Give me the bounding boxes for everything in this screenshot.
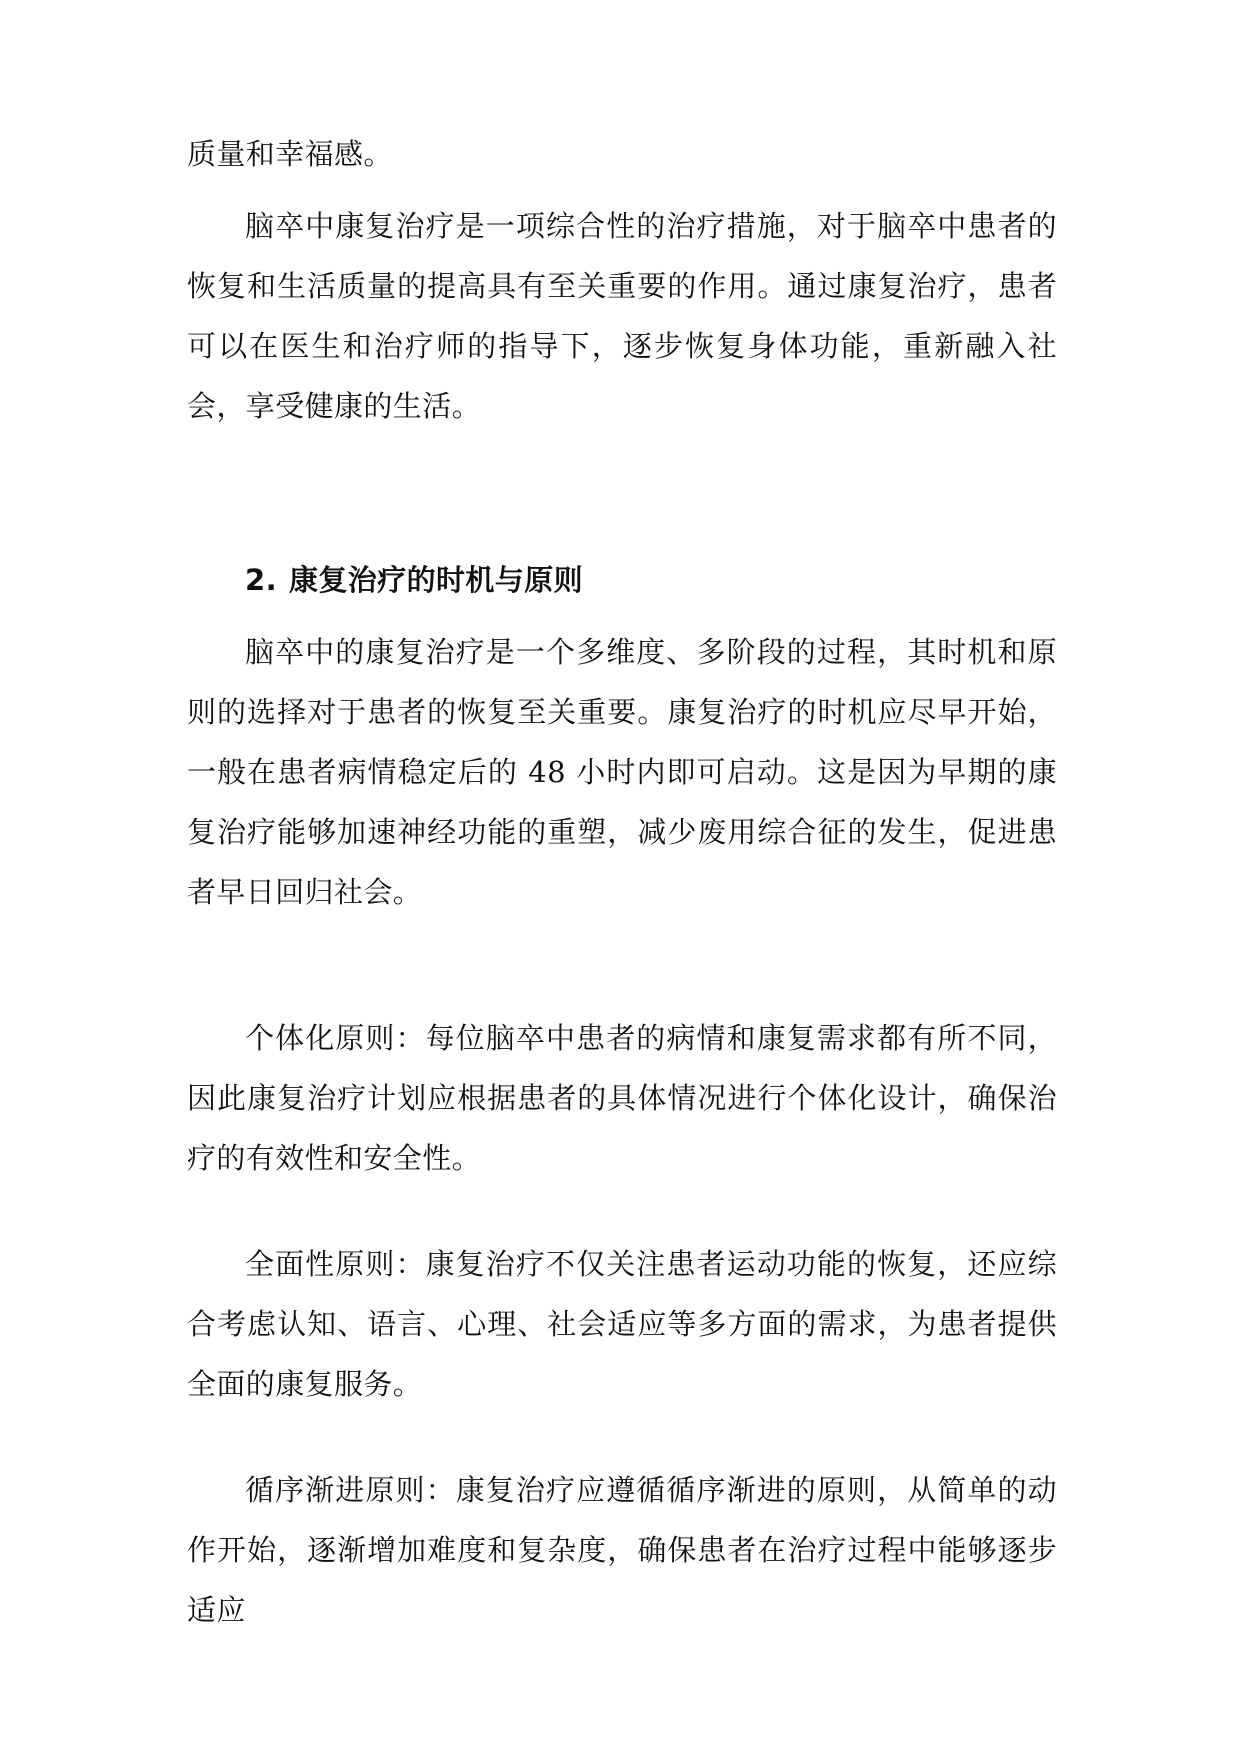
- section-heading: [245, 550, 583, 610]
- paragraph-continuation: 质量和幸福感。: [187, 137, 393, 171]
- paragraph-summary: 脑卒中康复治疗是一项综合性的治疗措施，对于脑卒中患者的恢复和生活质量的提高具有至关重要的作用。通过康复治疗，患者可以在医生和治疗师的指导下，逐步恢复身体功能，重新融入社会，享受健康的生活。: [187, 209, 1057, 423]
- section-title: 康复治疗的时机与原则: [289, 563, 584, 597]
- paragraph-gradual-principle: 循序渐进原则：康复治疗应遵循循序渐进的原则，从简单的动作开始，逐渐增加难度和复杂度，确保患者在治疗过程中能够逐步适应: [187, 1473, 1057, 1627]
- paragraph-individualized-principle: 个体化原则：每位脑卒中患者的病情和康复需求都有所不同，因此康复治疗计划应根据患者的具体情况进行个体化设计，确保治疗的有效性和安全性。: [187, 1021, 1057, 1175]
- paragraph-timing: 脑卒中的康复治疗是一个多维度、多阶段的过程，其时机和原则的选择对于患者的恢复至关重要。康复治疗的时机应尽早开始，一般在患者病情稳定后的 48 小时内即可启动。这是因为早期的康复治疗能够加速神经功能的重塑，减少废用综合征的发生，促进患者早日回归社会。: [187, 635, 1057, 909]
- paragraph-comprehensive-principle: 全面性原则：康复治疗不仅关注患者运动功能的恢复，还应综合考虑认知、语言、心理、社会适应等多方面的需求，为患者提供全面的康复服务。: [187, 1247, 1057, 1401]
- section-number: 2.: [245, 563, 277, 597]
